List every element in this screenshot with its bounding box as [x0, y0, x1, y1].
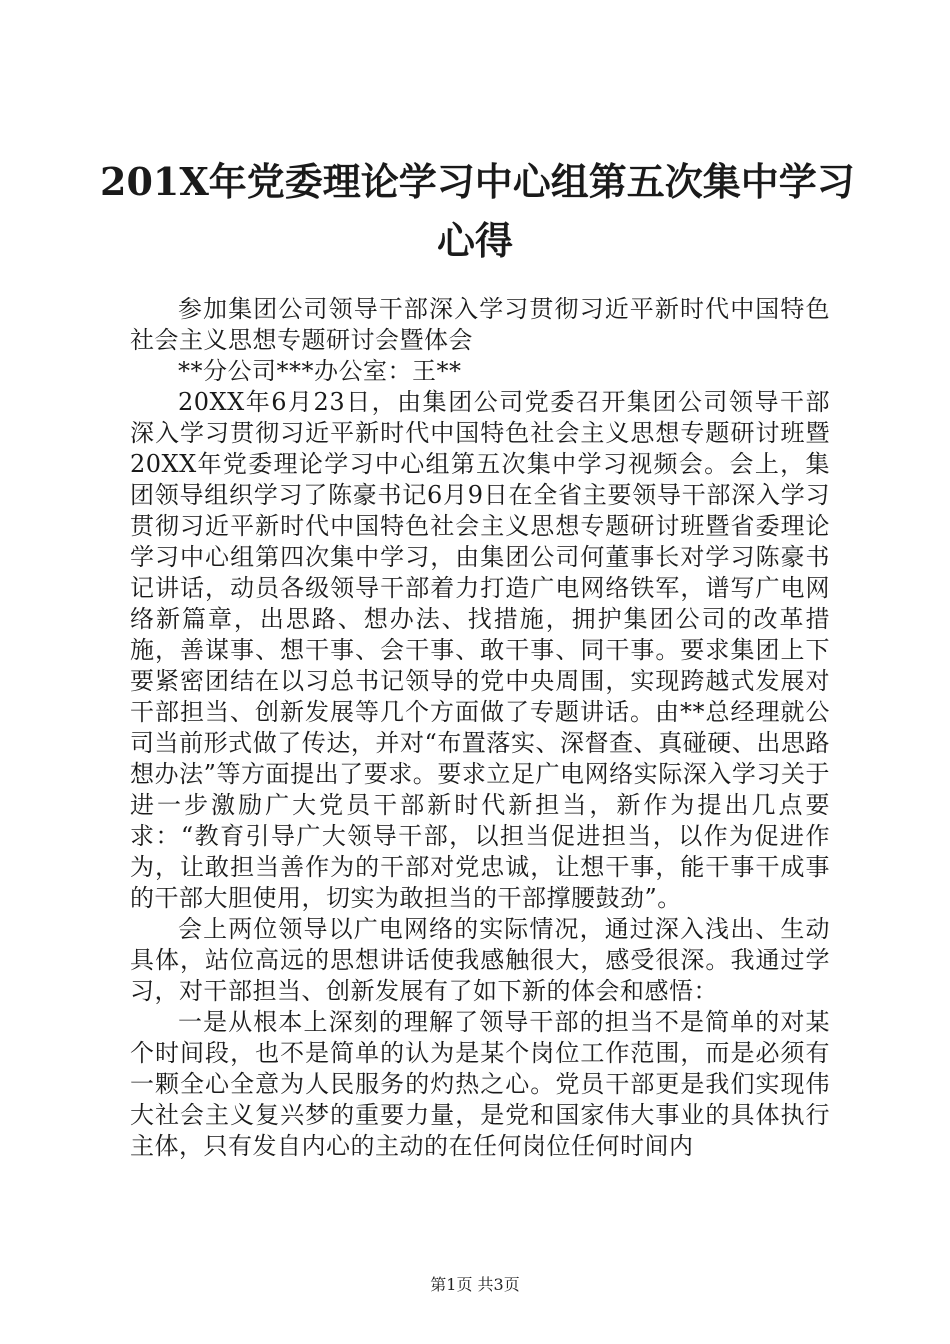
paragraph-meeting-summary: 20XX年6月23日，由集团公司党委召开集团公司领导干部深入学习贯彻习近平新时代中国特色社会主义思想专题研讨班暨20XX年党委理论学习中心组第五次集中学习视频会。会上，集团领导组织学习了陈豪书记6月9日在全省主要领导干部深入学习贯彻习近平新时代中国特色社会主义思想专题研讨班暨省委理论学习中心组第四次集中学习，由集团公司何董事长对学习陈豪书记讲话，动员各级领导干部着力打造广电网络铁军，谱写广电网络新篇章，出思路、想办法、找措施，拥护集团公司的改革措施，善谋事、想干事、会干事、敢干事、同干事。要求集团上下要紧密团结在以习总书记领导的党中央周围，实现跨越式发展对干部担当、创新发展等几个方面做了专题讲话。由**总经理就公司当前形式做了传达，并对“布置落实、深督查、真碰硬、出思路想办法”等方面提出了要求。要求立足广电网络实际深入学习关于进一步激励广大党员干部新时代新担当，新作为提出几点要求：“教育引导广大领导干部，以担当促进担当，以作为促进作为，让敢担当善作为的干部对党忠诚，让想干事，能干事干成事的干部大胆使用，切实为敢担当的干部撑腰鼓劲”。	[130, 388, 830, 912]
document-title-line-2: 心得	[436, 218, 513, 263]
document-title-line-1: 201X年党委理论学习中心组第五次集中学习	[100, 159, 855, 204]
document-body	[130, 294, 830, 1162]
page-footer: 第1页 共3页	[430, 1275, 520, 1294]
paragraph-impressions: 会上两位领导以广电网络的实际情况，通过深入浅出、生动具体，站位高远的思想讲话使我感触很大，感受很深。我通过学习，对干部担当、创新发展有了如下新的体会和感悟：	[130, 915, 830, 1005]
paragraph-author: **分公司***办公室：王**	[178, 357, 462, 385]
paragraph-subtitle: 参加集团公司领导干部深入学习贯彻习近平新时代中国特色社会主义思想专题研讨会暨体会	[130, 295, 830, 354]
paragraph-point-one: 一是从根本上深刻的理解了领导干部的担当不是简单的对某个时间段，也不是简单的认为是某个岗位工作范围，而是必须有一颗全心全意为人民服务的灼热之心。党员干部更是我们实现伟大社会主义复兴梦的重要力量，是党和国家伟大事业的具体执行主体，只有发自内心的主动的在任何岗位任何时间内	[130, 1008, 830, 1160]
